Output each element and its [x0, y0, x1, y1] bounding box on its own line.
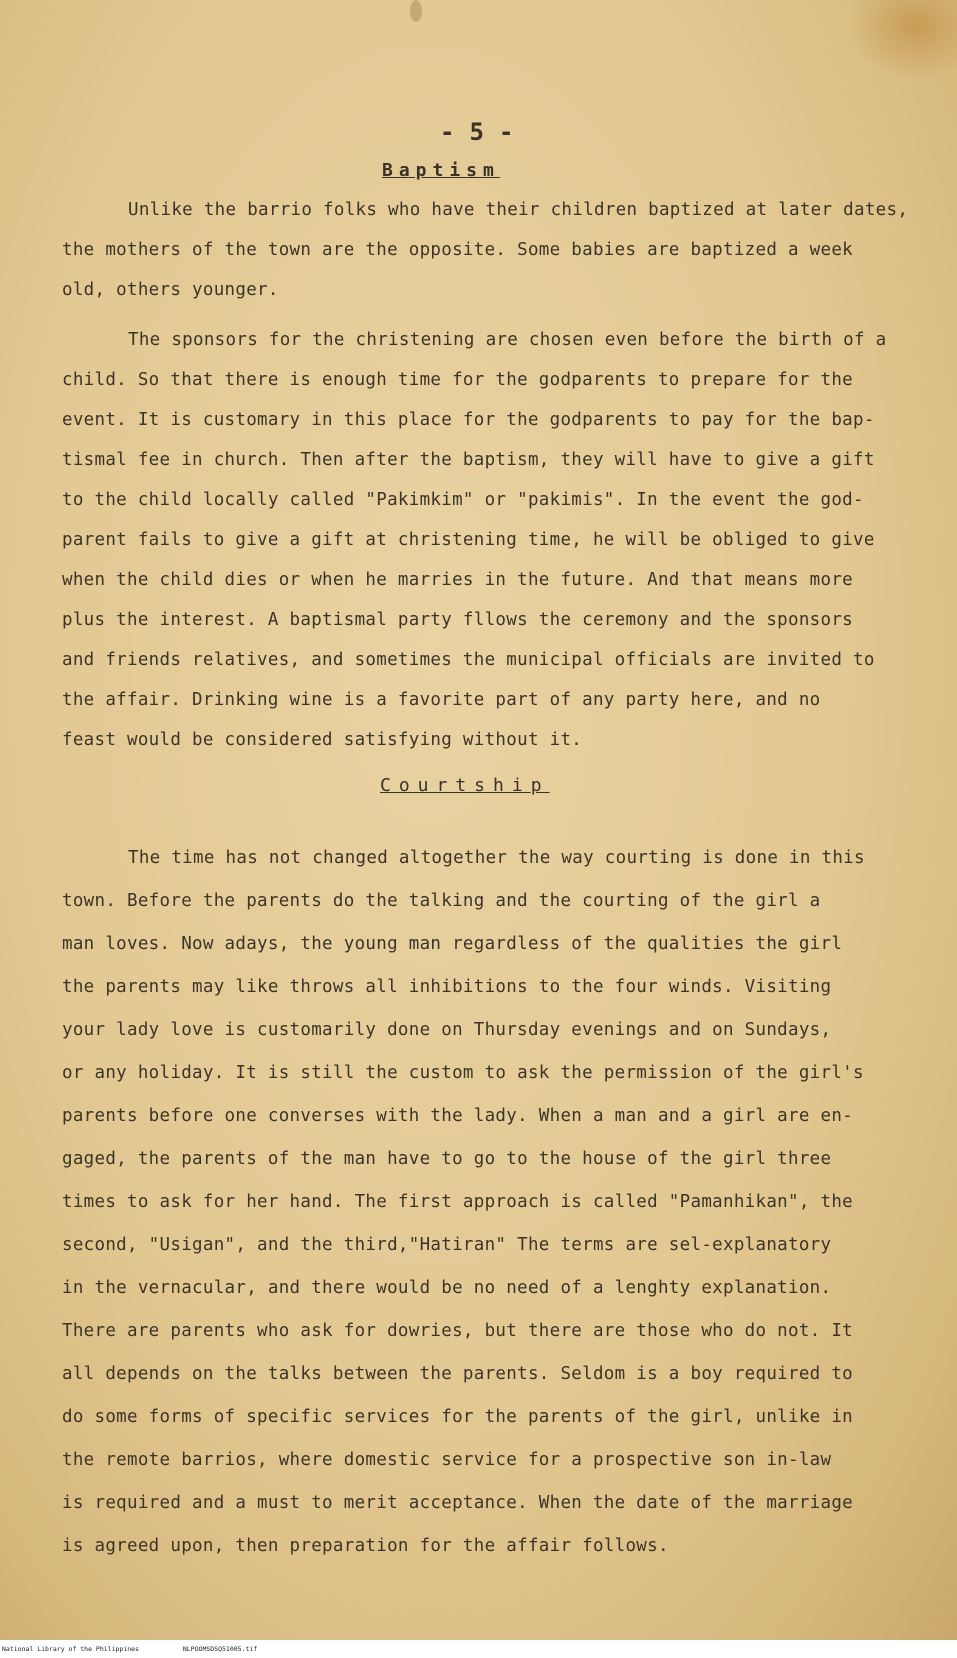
- footer-filename: NLPOOMSDSQ51005.tif: [182, 1645, 258, 1653]
- paper-stain: [410, 0, 422, 22]
- courtship-text-line: gaged, the parents of the man have to go to the house of the girl three: [62, 1149, 832, 1169]
- section-heading-baptism: Baptism: [382, 160, 500, 181]
- baptism-text-line: the affair. Drinking wine is a favorite part of any party here, and no: [62, 690, 821, 710]
- baptism-text-line: child. So that there is enough time for the godparents to prepare for the: [62, 370, 854, 390]
- baptism-text-line: parent fails to give a gift at christening time, he will be obliged to give: [62, 530, 875, 550]
- section-heading-courtship: Courtship: [380, 775, 550, 796]
- courtship-text-line: second, "Usigan", and the third,"Hatiran" The terms are sel-explanatory: [62, 1235, 832, 1255]
- courtship-text-line: all depends on the talks between the parents. Seldom is a boy required to: [62, 1364, 854, 1384]
- baptism-text-line: the mothers of the town are the opposite. Some babies are baptized a week: [62, 240, 854, 260]
- courtship-text-line: times to ask for her hand. The first approach is called "Pamanhikan", the: [62, 1192, 854, 1212]
- courtship-text-line: is required and a must to merit acceptance. When the date of the marriage: [62, 1493, 854, 1513]
- courtship-text-line: or any holiday. It is still the custom to ask the permission of the girl's: [62, 1063, 864, 1083]
- baptism-text-line: feast would be considered satisfying without it.: [62, 730, 583, 750]
- courtship-text-line: man loves. Now adays, the young man regardless of the qualities the girl: [62, 934, 843, 954]
- courtship-text-line: do some forms of specific services for the parents of the girl, unlike in: [62, 1407, 854, 1427]
- courtship-text-line: parents before one converses with the lady. When a man and a girl are en-: [62, 1106, 854, 1126]
- baptism-text-line: old, others younger.: [62, 280, 279, 300]
- scan-footer: [0, 1640, 957, 1658]
- baptism-text-line: and friends relatives, and sometimes the municipal officials are invited to: [62, 650, 875, 670]
- baptism-text-line: event. It is customary in this place for the godparents to pay for the bap-: [62, 410, 875, 430]
- courtship-text-line: the parents may like throws all inhibitions to the four winds. Visiting: [62, 977, 832, 997]
- courtship-text-line: town. Before the parents do the talking and the courting of the girl a: [62, 891, 821, 911]
- page-number: - 5 -: [440, 118, 514, 146]
- courtship-text-line: the remote barrios, where domestic service for a prospective son in-law: [62, 1450, 832, 1470]
- footer-library: National Library of the Philippines: [2, 1645, 139, 1653]
- courtship-text-line: your lady love is customarily done on Thursday evenings and on Sundays,: [62, 1020, 832, 1040]
- courtship-text-line: The time has not changed altogether the way courting is done in this: [128, 848, 865, 868]
- courtship-text-line: is agreed upon, then preparation for the affair follows.: [62, 1536, 669, 1556]
- baptism-text-line: Unlike the barrio folks who have their children baptized at later dates,: [128, 200, 909, 220]
- courtship-text-line: in the vernacular, and there would be no need of a lenghty explanation.: [62, 1278, 832, 1298]
- baptism-text-line: The sponsors for the christening are chosen even before the birth of a: [128, 330, 887, 350]
- baptism-text-line: tismal fee in church. Then after the baptism, they will have to give a gift: [62, 450, 875, 470]
- baptism-text-line: when the child dies or when he marries in the future. And that means more: [62, 570, 854, 590]
- paper-stain-corner: [847, 0, 957, 80]
- baptism-text-line: to the child locally called "Pakimkim" or "pakimis". In the event the god-: [62, 490, 864, 510]
- courtship-text-line: There are parents who ask for dowries, but there are those who do not. It: [62, 1321, 854, 1341]
- baptism-text-line: plus the interest. A baptismal party fllows the ceremony and the sponsors: [62, 610, 854, 630]
